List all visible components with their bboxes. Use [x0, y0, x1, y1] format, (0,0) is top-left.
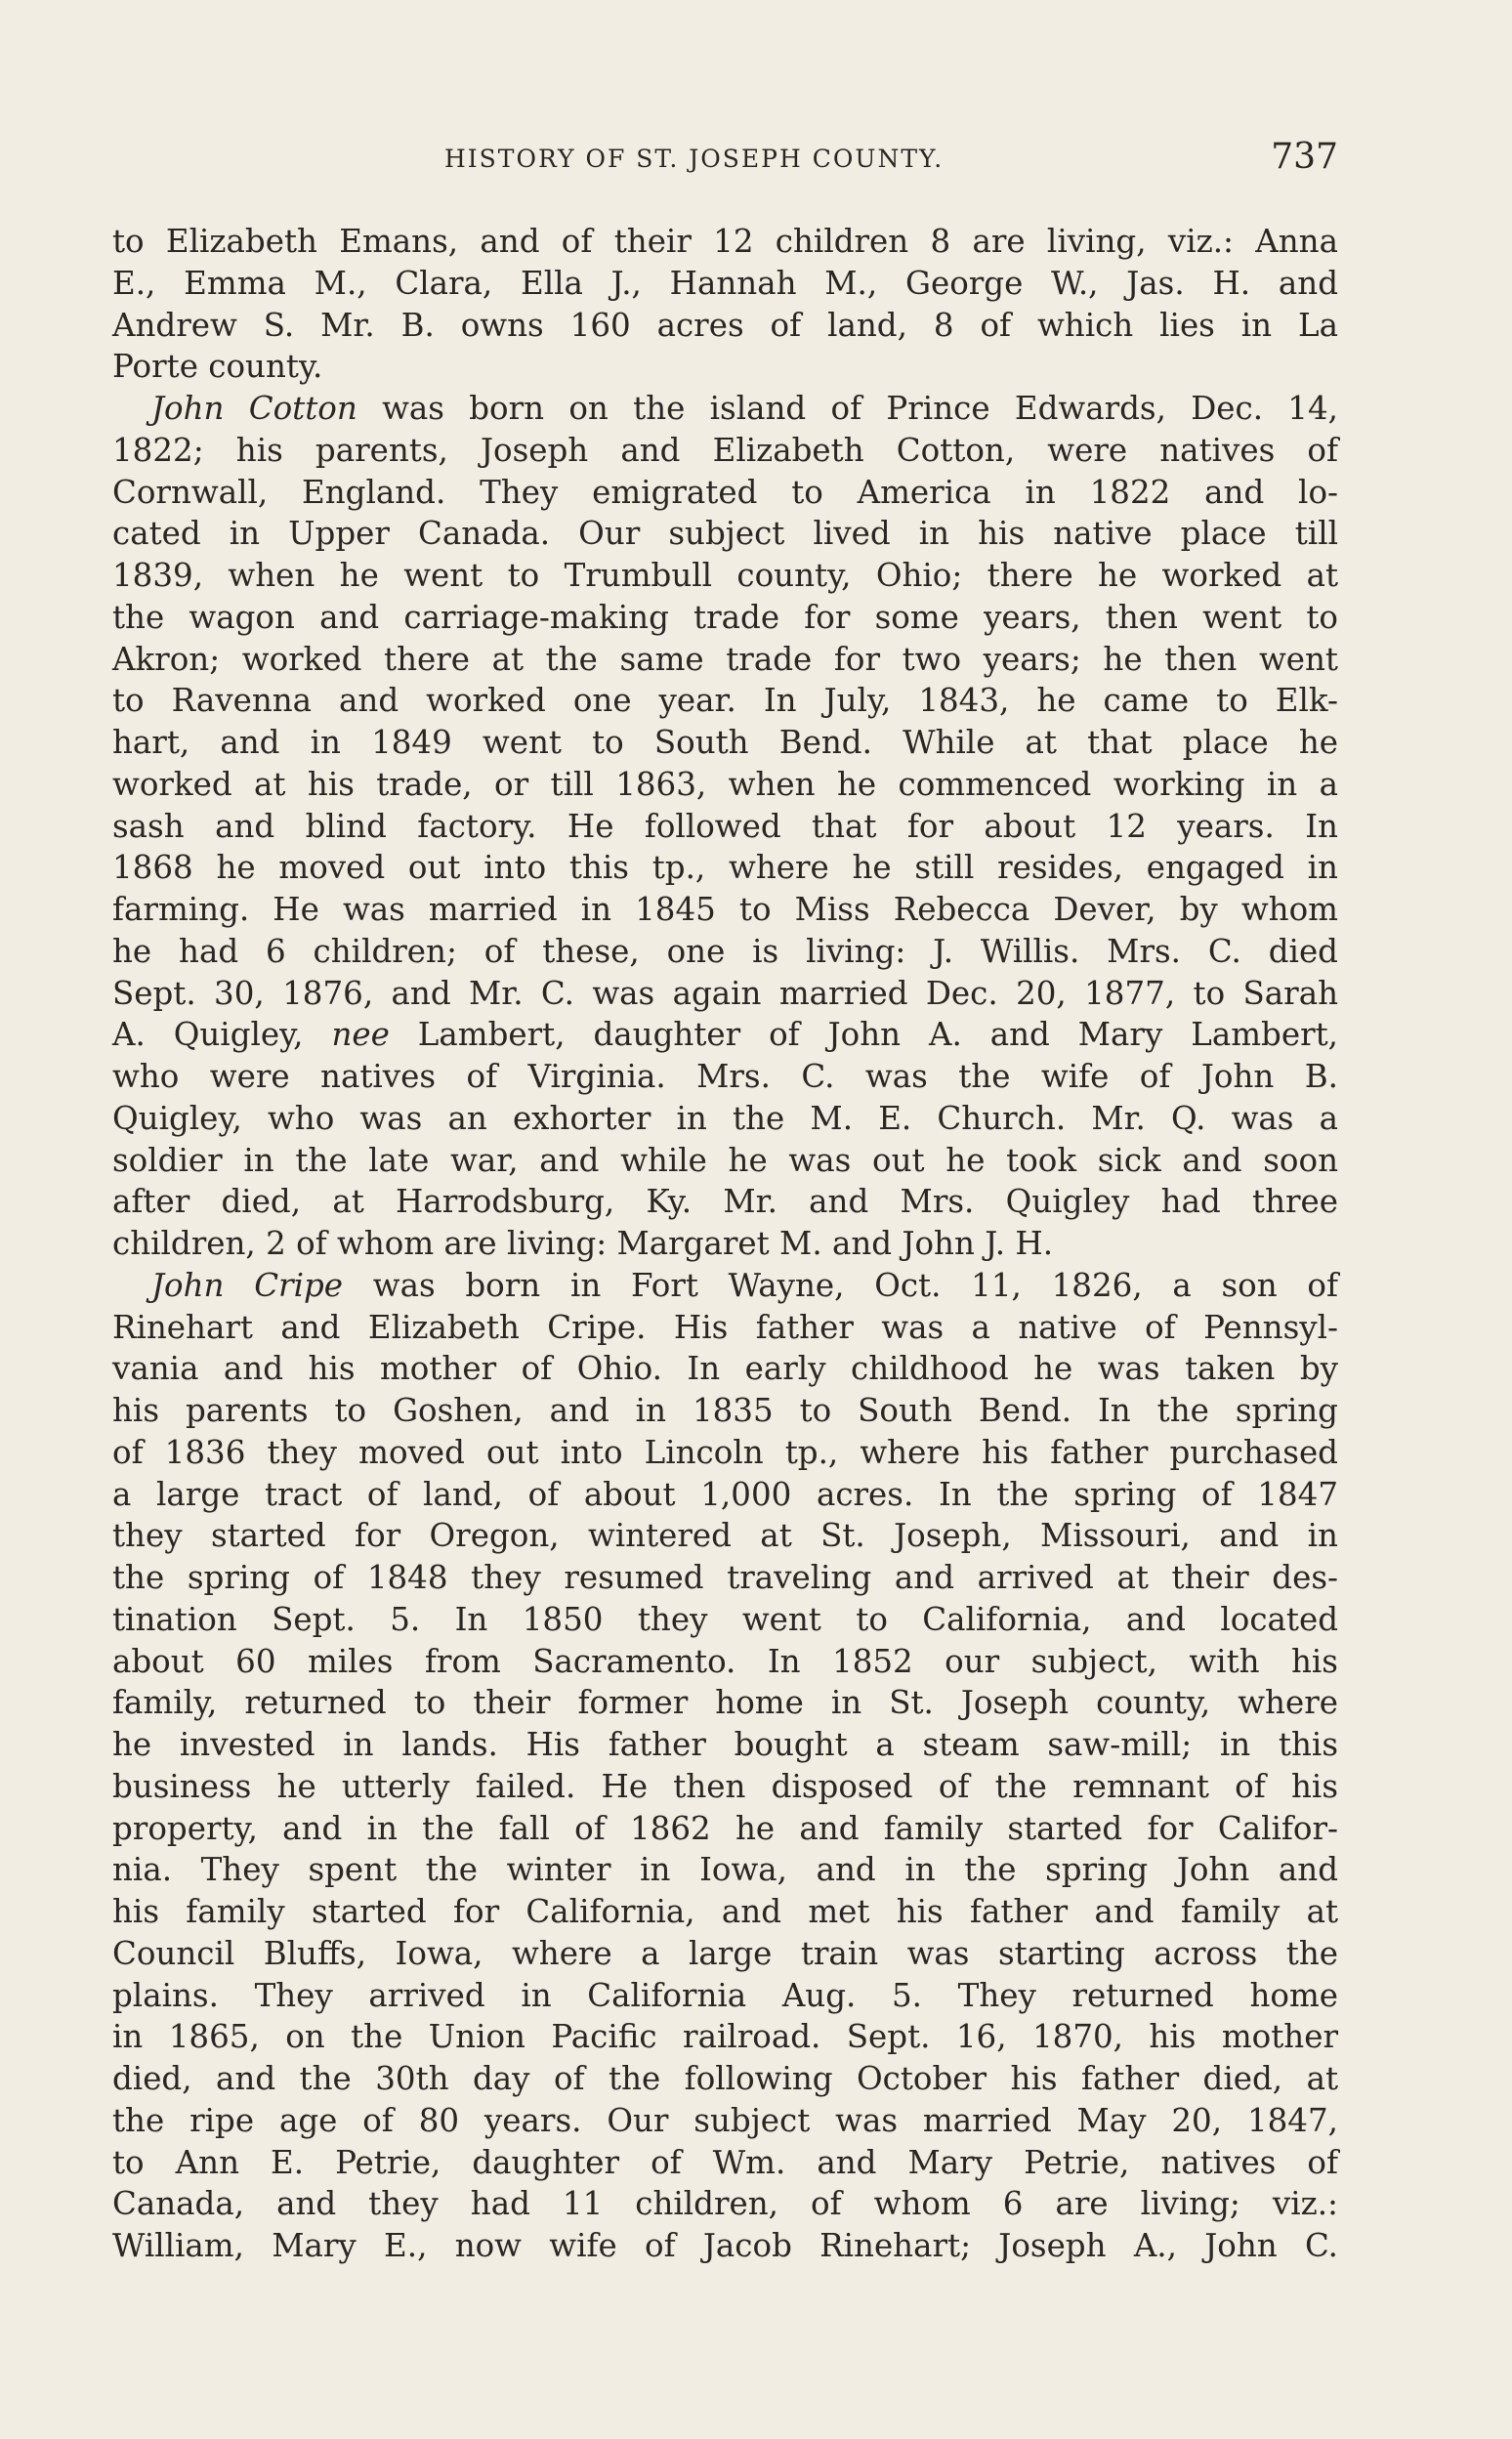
text-line: his family started for California, and met his father and family at — [112, 1893, 1338, 1930]
text-line: the wagon and carriage-making trade for some years, then went to — [112, 598, 1338, 636]
paragraph-first-line — [112, 388, 1338, 430]
text-line: Sept. 30, 1876, and Mr. C. was again married Dec. 20, 1877, to Sarah — [112, 974, 1338, 1012]
text-line: the spring of 1848 they resumed traveling and arrived at their des- — [112, 1559, 1338, 1596]
text-line: Porte county. — [112, 348, 323, 386]
text-line: of 1836 they moved out into Lincoln tp., where his father purchased — [112, 1433, 1338, 1471]
text-line: to Ravenna and worked one year. In July, 1843, he came to Elk- — [112, 682, 1338, 720]
text-line: sash and blind factory. He followed that for about 12 years. In — [112, 807, 1338, 845]
text-line: farming. He was married in 1845 to Miss Rebecca Dever, by whom — [112, 891, 1338, 928]
text-line: the ripe age of 80 years. Our subject was married May 20, 1847, — [112, 2101, 1338, 2139]
text-line: Andrew S. Mr. B. owns 160 acres of land, 8 of which lies in La — [112, 306, 1338, 344]
text-line: he had 6 children; of these, one is living: J. Willis. Mrs. C. died — [112, 932, 1338, 970]
text-line: Rinehart and Elizabeth Cripe. His father was a native of Pennsyl- — [112, 1308, 1338, 1346]
text-line: he invested in lands. His father bought a steam saw-mill; in this — [112, 1726, 1338, 1763]
text-line: family, returned to their former home in St. Joseph county, where — [112, 1684, 1338, 1722]
text-line: Quigley, who was an exhorter in the M. E. Church. Mr. Q. was a — [112, 1099, 1338, 1137]
text-line: tination Sept. 5. In 1850 they went to California, and located — [112, 1600, 1338, 1638]
text-line: about 60 miles from Sacramento. In 1852 our subject, with his — [112, 1642, 1338, 1680]
text-line: vania and his mother of Ohio. In early childhood he was taken by — [112, 1350, 1338, 1388]
text-line: children, 2 of whom are living: Margaret M. and John J. H. — [112, 1225, 1054, 1262]
text-line — [112, 1014, 1338, 1056]
page-number: 737 — [1271, 137, 1338, 177]
text-line: soldier in the late war, and while he was out he took sick and soon — [112, 1141, 1338, 1179]
text-line: Cornwall, England. They emigrated to America in 1822 and lo- — [112, 473, 1338, 511]
text-line: Akron; worked there at the same trade for two years; he then went — [112, 640, 1338, 678]
text-line: property, and in the fall of 1862 he and family started for Califor- — [112, 1809, 1338, 1847]
text-segment: was born in Fort Wayne, Oct. 11, 1826, a son of — [343, 1266, 1338, 1304]
italic-word: nee — [331, 1016, 390, 1054]
text-line: business he utterly failed. He then disposed of the remnant of his — [112, 1767, 1338, 1805]
text-line: William, Mary E., now wife of Jacob Rinehart; Joseph A., John C. — [112, 2227, 1338, 2264]
text-line: hart, and in 1849 went to South Bend. While at that place he — [112, 724, 1338, 761]
running-title: HISTORY OF ST. JOSEPH COUNTY. — [444, 145, 945, 173]
text-line: a large tract of land, of about 1,000 acres. In the spring of 1847 — [112, 1475, 1338, 1513]
text-line: nia. They spent the winter in Iowa, and in the spring John and — [112, 1851, 1338, 1889]
text-line: after died, at Harrodsburg, Ky. Mr. and Mrs. Quigley had three — [112, 1183, 1338, 1221]
subject-name: John Cotton — [151, 390, 357, 427]
running-head — [112, 137, 1338, 186]
text-segment: was born on the island of Prince Edwards, Dec. 14, — [357, 390, 1338, 427]
text-line: died, and the 30th day of the following October his father died, at — [112, 2060, 1338, 2097]
text-line: who were natives of Virginia. Mrs. C. was the wife of John B. — [112, 1058, 1338, 1095]
text-line: 1868 he moved out into this tp., where he still resides, engaged in — [112, 849, 1338, 887]
text-line: Canada, and they had 11 children, of whom 6 are living; viz.: — [112, 2185, 1338, 2223]
text-segment: A. Quigley, — [112, 1016, 332, 1054]
body-text — [112, 221, 1338, 2267]
text-line: to Elizabeth Emans, and of their 12 children 8 are living, viz.: Anna — [112, 223, 1338, 260]
text-line: to Ann E. Petrie, daughter of Wm. and Mary Petrie, natives of — [112, 2143, 1338, 2181]
text-line: E., Emma M., Clara, Ella J., Hannah M., George W., Jas. H. and — [112, 264, 1338, 302]
text-line: plains. They arrived in California Aug. 5. They returned home — [112, 1976, 1338, 2014]
text-line: in 1865, on the Union Pacific railroad. Sept. 16, 1870, his mother — [112, 2018, 1338, 2056]
text-line: cated in Upper Canada. Our subject lived in his native place till — [112, 515, 1338, 553]
paragraph-first-line — [112, 1265, 1338, 1307]
text-line: they started for Oregon, wintered at St. Joseph, Missouri, and in — [112, 1517, 1338, 1555]
text-line: worked at his trade, or till 1863, when he commenced working in a — [112, 765, 1338, 803]
text-segment: Lambert, daughter of John A. and Mary Lambert, — [389, 1016, 1338, 1054]
text-line: his parents to Goshen, and in 1835 to South Bend. In the spring — [112, 1392, 1338, 1429]
text-line: 1839, when he went to Trumbull county, Ohio; there he worked at — [112, 557, 1338, 594]
text-line: Council Bluffs, Iowa, where a large train was starting across the — [112, 1934, 1338, 1972]
subject-name: John Cripe — [151, 1266, 344, 1304]
text-line: 1822; his parents, Joseph and Elizabeth Cotton, were natives of — [112, 431, 1338, 469]
